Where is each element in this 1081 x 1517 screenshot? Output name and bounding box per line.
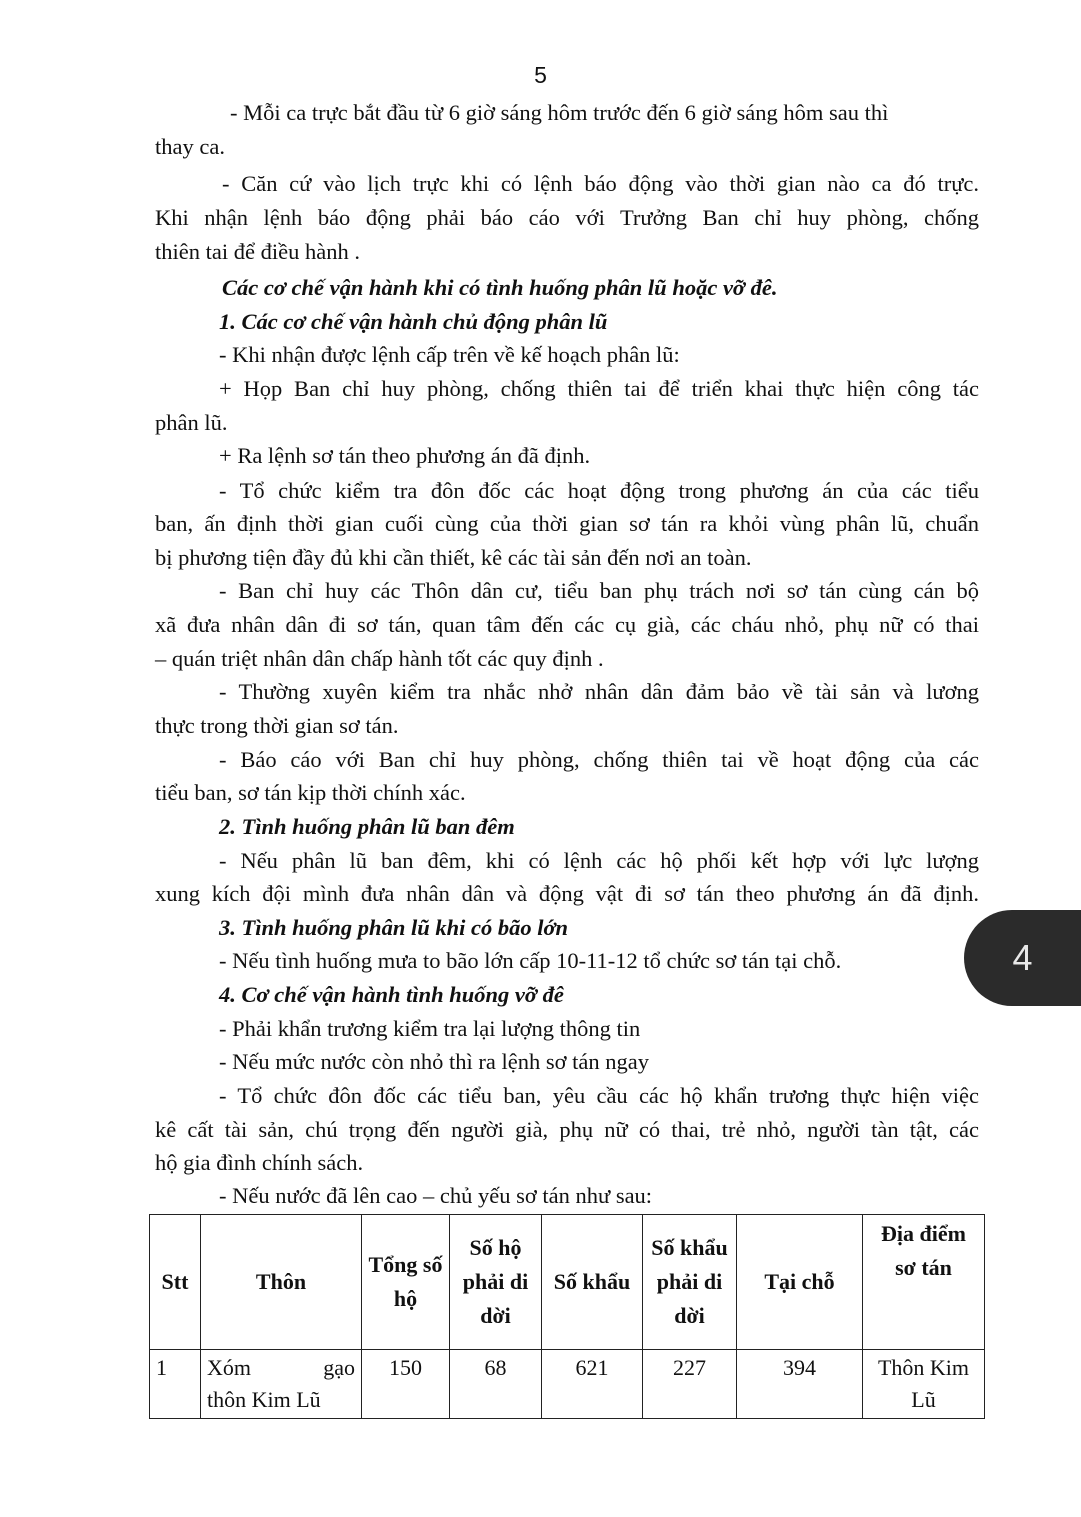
paragraph-line: - Nếu tình huống mưa to bão lớn cấp 10-11-12 tổ chức sơ tán tại chỗ. — [219, 948, 842, 973]
cell-tai-cho: 394 — [737, 1350, 863, 1419]
section-heading: Các cơ chế vận hành khi có tình huống phân lũ hoặc vỡ đê. — [222, 275, 778, 300]
paragraph-line: - Phải khẩn trương kiểm tra lại lượng thông tin — [219, 1016, 641, 1041]
column-header: Stt — [150, 1215, 201, 1350]
cell-tong-so-ho: 150 — [362, 1350, 450, 1419]
page-number: 5 — [534, 62, 547, 88]
paragraph-line: - Căn cứ vào lịch trực khi có lệnh báo động vào thời gian nào ca đó trực. — [222, 171, 979, 196]
evacuation-table — [149, 1214, 985, 1419]
table-row — [150, 1350, 985, 1419]
paragraph-line: - Tổ chức đôn đốc các tiểu ban, yêu cầu các hộ khẩn trương thực hiện việc — [219, 1083, 979, 1108]
cell-so-khau-di-doi: 227 — [643, 1350, 737, 1419]
cell-so-ho-di-doi: 68 — [450, 1350, 542, 1419]
paragraph-line: - Khi nhận được lệnh cấp trên về kế hoạch phân lũ: — [219, 342, 680, 367]
paragraph-line: – quán triệt nhân dân chấp hành tốt các quy định . — [155, 646, 604, 671]
cell-so-khau: 621 — [542, 1350, 643, 1419]
paragraph-line: - Tổ chức kiểm tra đôn đốc các hoạt động trong phương án của các tiểu — [219, 478, 979, 503]
column-header: Địa điểm sơ tán — [863, 1215, 985, 1350]
paragraph-line: - Ban chỉ huy các Thôn dân cư, tiểu ban phụ trách nơi sơ tán cùng cán bộ — [219, 578, 979, 603]
paragraph-line: - Nếu mức nước còn nhỏ thì ra lệnh sơ tán ngay — [219, 1049, 649, 1074]
paragraph-line: thiên tai để điều hành . — [155, 239, 360, 264]
paragraph-line: hộ gia đình chính sách. — [155, 1150, 364, 1175]
paragraph-line: thực trong thời gian sơ tán. — [155, 713, 399, 738]
section-heading: 4. Cơ chế vận hành tình huống vỡ đê — [219, 982, 564, 1007]
column-header: Số khẩu — [542, 1215, 643, 1350]
table-header-row — [150, 1215, 985, 1350]
paragraph-line: + Ra lệnh sơ tán theo phương án đã định. — [219, 443, 591, 468]
page-indicator-badge[interactable]: 4 — [964, 910, 1081, 1006]
paragraph-line: kê cất tài sản, chú trọng đến người già, phụ nữ có thai, trẻ nhỏ, người tàn tật, các — [155, 1117, 979, 1142]
cell-thon — [201, 1350, 362, 1419]
paragraph-line: Khi nhận lệnh báo động phải báo cáo với Trưởng Ban chỉ huy phòng, chống — [155, 205, 979, 230]
section-heading: 3. Tình huống phân lũ khi có bão lớn — [219, 915, 569, 940]
column-header: Số khẩu phải di dời — [643, 1215, 737, 1350]
column-header: Tại chỗ — [737, 1215, 863, 1350]
paragraph-line: - Mỗi ca trực bắt đầu từ 6 giờ sáng hôm trước đến 6 giờ sáng hôm sau thì — [230, 100, 889, 125]
paragraph-line: + Họp Ban chỉ huy phòng, chống thiên tai để triển khai thực hiện công tác — [219, 376, 979, 401]
paragraph-line: tiểu ban, sơ tán kịp thời chính xác. — [155, 780, 466, 805]
paragraph-line: - Nếu phân lũ ban đêm, khi có lệnh các hộ phối kết hợp với lực lượng — [219, 848, 979, 873]
cell-thon-line: thôn Kim Lũ — [207, 1387, 321, 1412]
paragraph-line: - Nếu nước đã lên cao – chủ yếu sơ tán như sau: — [219, 1183, 653, 1208]
paragraph-line: - Thường xuyên kiểm tra nhắc nhở nhân dân đảm bảo về tài sản và lương — [219, 679, 979, 704]
cell-stt: 1 — [150, 1350, 201, 1419]
section-heading: 1. Các cơ chế vận hành chủ động phân lũ — [219, 309, 608, 334]
cell-thon-word: Xóm — [207, 1355, 251, 1380]
paragraph-line: - Báo cáo với Ban chỉ huy phòng, chống thiên tai về hoạt động của các — [219, 747, 979, 772]
paragraph-line: xã đưa nhân dân đi sơ tán, quan tâm đến các cụ già, các cháu nhỏ, phụ nữ có thai — [155, 612, 979, 637]
column-header: Số hộ phải di dời — [450, 1215, 542, 1350]
paragraph-line: xung kích đội mình đưa nhân dân và động vật đi sơ tán theo phương án đã định. — [155, 881, 979, 906]
column-header: Tổng số hộ — [362, 1215, 450, 1350]
paragraph-line: ban, ấn định thời gian cuối cùng của thời gian sơ tán ra khỏi vùng phân lũ, chuẩn — [155, 511, 979, 536]
cell-thon-word: gạo — [323, 1355, 355, 1380]
paragraph-line: phân lũ. — [155, 410, 228, 435]
cell-dia-diem: Thôn Kim Lũ — [863, 1350, 985, 1419]
section-heading: 2. Tình huống phân lũ ban đêm — [219, 814, 515, 839]
paragraph-line: bị phương tiện đầy đủ khi cần thiết, kê các tài sản đến nơi an toàn. — [155, 545, 752, 570]
column-header: Thôn — [201, 1215, 362, 1350]
paragraph-line: thay ca. — [155, 134, 225, 159]
